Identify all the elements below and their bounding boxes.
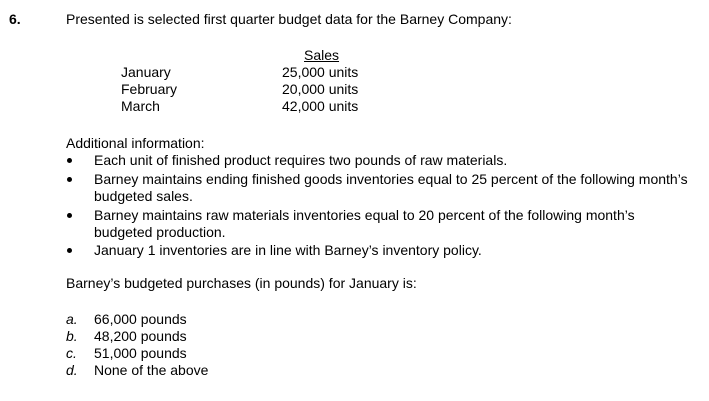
month-label: February — [121, 81, 178, 97]
bullet-icon — [67, 158, 72, 163]
question-number: 6. — [9, 11, 21, 27]
month-label: January — [121, 64, 171, 80]
bullet-item: January 1 inventories are in line with Barney’s inventory policy. — [94, 242, 482, 258]
option-text: None of the above — [94, 362, 209, 378]
bullet-item: Barney maintains raw materials inventories equal to 20 percent of the following month’s budgeted production. — [94, 207, 635, 240]
sales-units: 42,000 units — [282, 98, 359, 114]
sales-header: Sales — [304, 47, 340, 63]
bullet-item: Barney maintains ending finished goods inventories equal to 25 percent of the following month’s budgeted sales. — [94, 171, 688, 204]
question-prompt: Presented is selected first quarter budget data for the Barney Company: — [66, 11, 512, 27]
question-ask: Barney’s budgeted purchases (in pounds) for January is: — [66, 275, 417, 291]
sales-units: 20,000 units — [282, 81, 359, 97]
bullet-item: Each unit of finished product requires two pounds of raw materials. — [94, 152, 508, 168]
option-text: 48,200 pounds — [94, 328, 187, 344]
month-label: March — [121, 98, 160, 114]
option-letter: d. — [66, 362, 78, 378]
additional-info-heading: Additional information: — [66, 135, 205, 151]
option-letter: b. — [66, 328, 78, 344]
bullet-icon — [67, 177, 72, 182]
option-letter: c. — [66, 345, 77, 361]
option-text: 51,000 pounds — [94, 345, 187, 361]
option-text: 66,000 pounds — [94, 311, 187, 327]
bullet-icon — [67, 248, 72, 253]
bullet-icon — [67, 213, 72, 218]
sales-units: 25,000 units — [282, 64, 359, 80]
option-letter: a. — [66, 311, 78, 327]
